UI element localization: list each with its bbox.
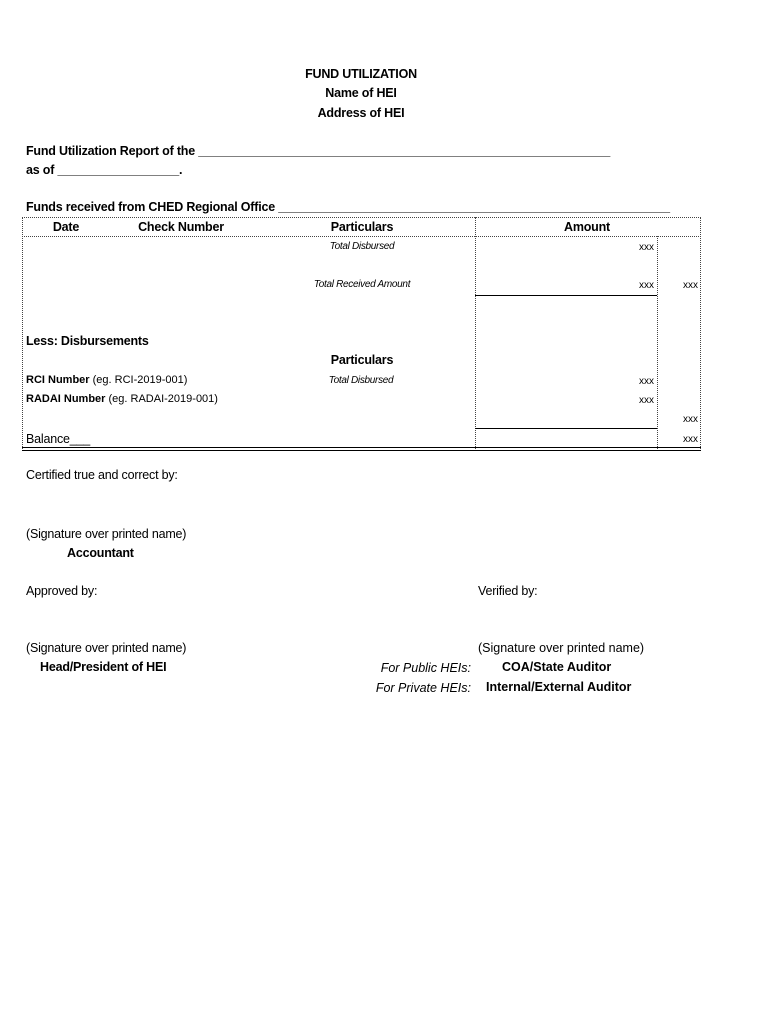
balance-rule-bottom: [22, 450, 701, 451]
total-disbursed-amount: xxx: [639, 242, 654, 253]
document-title: FUND UTILIZATION: [305, 67, 417, 81]
coa-auditor-title: COA/State Auditor: [502, 660, 612, 674]
radai-number-label: RADAI Number: [26, 393, 106, 405]
rci-number-row: [26, 375, 187, 386]
less-disbursements-label: Less: Disbursements: [26, 334, 149, 348]
col-particulars: Particulars: [330, 220, 394, 234]
rci-number-label: RCI Number: [26, 374, 90, 386]
verified-label: Verified by:: [478, 584, 538, 598]
table-subtotal-divider: [657, 236, 658, 449]
approved-label: Approved by:: [26, 584, 98, 598]
total-received-label: Total Received Amount: [313, 279, 411, 290]
internal-auditor-title: Internal/External Auditor: [486, 680, 632, 694]
table-left-border: [22, 217, 23, 449]
table-header-border: [22, 236, 701, 237]
accountant-title: Accountant: [67, 546, 134, 560]
hei-name: Name of HEI: [325, 86, 397, 100]
total-received-subtotal: xxx: [683, 280, 698, 291]
certified-label: Certified true and correct by:: [26, 468, 178, 482]
total-received-amount: xxx: [639, 280, 654, 291]
table-top-border: [22, 217, 701, 218]
radai-number-row: [26, 394, 218, 405]
hei-address: Address of HEI: [317, 106, 405, 120]
col-amount: Amount: [563, 220, 611, 234]
disbursed-total-rule: [475, 428, 657, 429]
disbursements-particulars-header: Particulars: [330, 353, 394, 367]
head-title: Head/President of HEI: [40, 660, 167, 674]
balance-amount: xxx: [683, 434, 698, 445]
received-total-rule: [475, 295, 657, 296]
balance-label: Balance___: [26, 432, 91, 446]
rci-amount: xxx: [639, 376, 654, 387]
balance-rule-top: [22, 447, 701, 448]
table-right-border: [700, 217, 701, 449]
rci-total-disbursed-label: Total Disbursed: [328, 375, 394, 386]
table-amount-divider: [475, 217, 476, 449]
radai-number-example: (eg. RADAI-2019-001): [108, 393, 218, 405]
radai-amount: xxx: [639, 395, 654, 406]
rci-number-example: (eg. RCI-2019-001): [92, 374, 188, 386]
public-heis-label: For Public HEIs:: [380, 661, 471, 675]
disbursements-subtotal: xxx: [683, 414, 698, 425]
funds-received-line: Funds received from CHED Regional Office __________________________________________________________: [26, 200, 670, 214]
col-check-number: Check Number: [138, 220, 224, 234]
head-signature-line: (Signature over printed name): [26, 641, 187, 655]
private-heis-label: For Private HEIs:: [375, 681, 471, 695]
auditor-signature-line: (Signature over printed name): [478, 641, 645, 655]
accountant-signature-line: (Signature over printed name): [26, 527, 187, 541]
report-of-line: Fund Utilization Report of the _____________________________________________________________: [26, 144, 611, 158]
as-of-line: as of __________________.: [26, 163, 183, 177]
total-disbursed-label: Total Disbursed: [329, 241, 395, 252]
col-date: Date: [52, 220, 80, 234]
